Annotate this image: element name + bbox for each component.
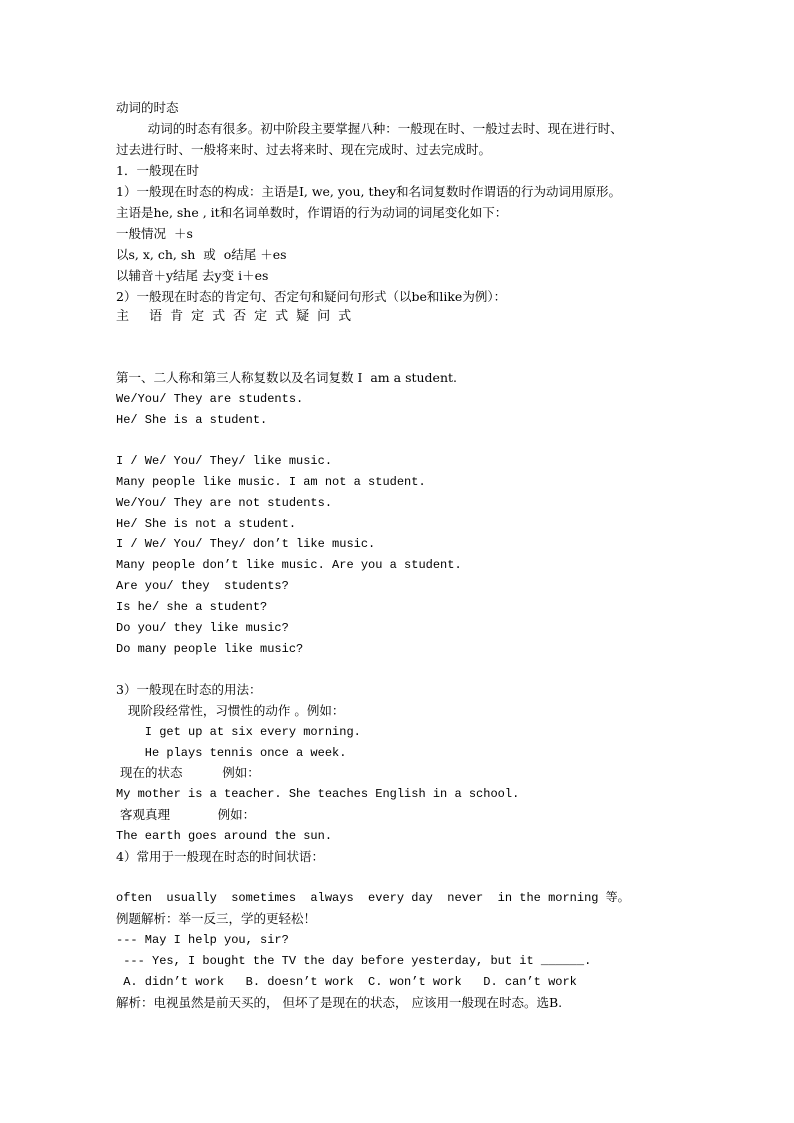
example-line-10: Are you/ they students? bbox=[116, 579, 289, 593]
usage-example-1: I get up at six every morning. bbox=[116, 725, 361, 739]
subsection-heading: 1．一般现在时 bbox=[116, 163, 199, 178]
example-line-2: We/You/ They are students. bbox=[116, 392, 304, 406]
usage-line-3: 客观真理 例如： bbox=[116, 807, 256, 822]
example-line-8: I / We/ You/ They/ don’t like music. bbox=[116, 537, 376, 551]
adverbial-list: often usually sometimes always every day never in the morning 等。 bbox=[116, 891, 630, 905]
usage-line-2: 现在的状态 例如： bbox=[116, 765, 260, 780]
exercise-question-2: --- Yes, I bought the TV the day before yesterday, but it ______. bbox=[116, 954, 592, 968]
example-line-4: I / We/ You/ They/ like music. bbox=[116, 454, 333, 468]
section-title: 动词的时态 bbox=[116, 100, 179, 115]
usage-example-4: The earth goes around the sun. bbox=[116, 829, 333, 843]
example-line-7: He/ She is not a student. bbox=[116, 517, 297, 531]
intro-paragraph-line-1: 动词的时态有很多。初中阶段主要掌握八种：一般现在时、一般过去时、现在进行时、 bbox=[116, 121, 623, 136]
table-header-row: 主 语肯定式否定式疑问式 bbox=[116, 309, 360, 324]
usage-heading: 3）一般现在时态的用法： bbox=[116, 682, 262, 697]
adverbial-heading: 4）常用于一般现在时态的时间状语： bbox=[116, 849, 324, 864]
usage-line-1: 现阶段经常性，习惯性的动作 。例如： bbox=[116, 703, 345, 718]
example-line-3: He/ She is a student. bbox=[116, 413, 268, 427]
example-line-5: Many people like music. I am not a student. bbox=[116, 475, 426, 489]
usage-example-3: My mother is a teacher. She teaches English in a school. bbox=[116, 787, 520, 801]
exercise-heading: 例题解析：举一反三，学的更轻松！ bbox=[116, 911, 317, 926]
rule-line-1: 1）一般现在时态的构成：主语是I, we, you, they和名词复数时作谓语的行为动词用原形。 bbox=[116, 184, 622, 199]
exercise-question-1: --- May I help you, sir? bbox=[116, 933, 289, 947]
usage-example-2: He plays tennis once a week. bbox=[116, 746, 347, 760]
rule-line-5: 以辅音＋y结尾 去y变 i＋es bbox=[116, 268, 269, 283]
intro-paragraph-line-2: 过去进行时、一般将来时、过去将来时、现在完成时、过去完成时。 bbox=[116, 142, 492, 157]
example-line-11: Is he/ she a student? bbox=[116, 600, 268, 614]
rule-line-6: 2）一般现在时态的肯定句、否定句和疑问句形式（以be和like为例）： bbox=[116, 289, 507, 304]
example-line-9: Many people don’t like music. Are you a student. bbox=[116, 558, 462, 572]
exercise-options: A. didn’t work B. doesn’t work C. won’t work D. can’t work bbox=[116, 975, 577, 989]
example-line-13: Do many people like music? bbox=[116, 642, 304, 656]
exercise-explanation: 解析：电视虽然是前天买的， 但坏了是现在的状态， 应该用一般现在时态。选B. bbox=[116, 995, 563, 1010]
example-line-1: 第一、二人称和第三人称复数以及名词复数 I am a student. bbox=[116, 370, 457, 385]
rule-line-2: 主语是he, she , it和名词单数时，作谓语的行为动词的词尾变化如下： bbox=[116, 205, 508, 220]
rule-line-3: 一般情况 ＋s bbox=[116, 226, 193, 241]
rule-line-4: 以s, x, ch, sh 或 o结尾 ＋es bbox=[116, 247, 287, 262]
example-line-6: We/You/ They are not students. bbox=[116, 496, 333, 510]
example-line-12: Do you/ they like music? bbox=[116, 621, 289, 635]
